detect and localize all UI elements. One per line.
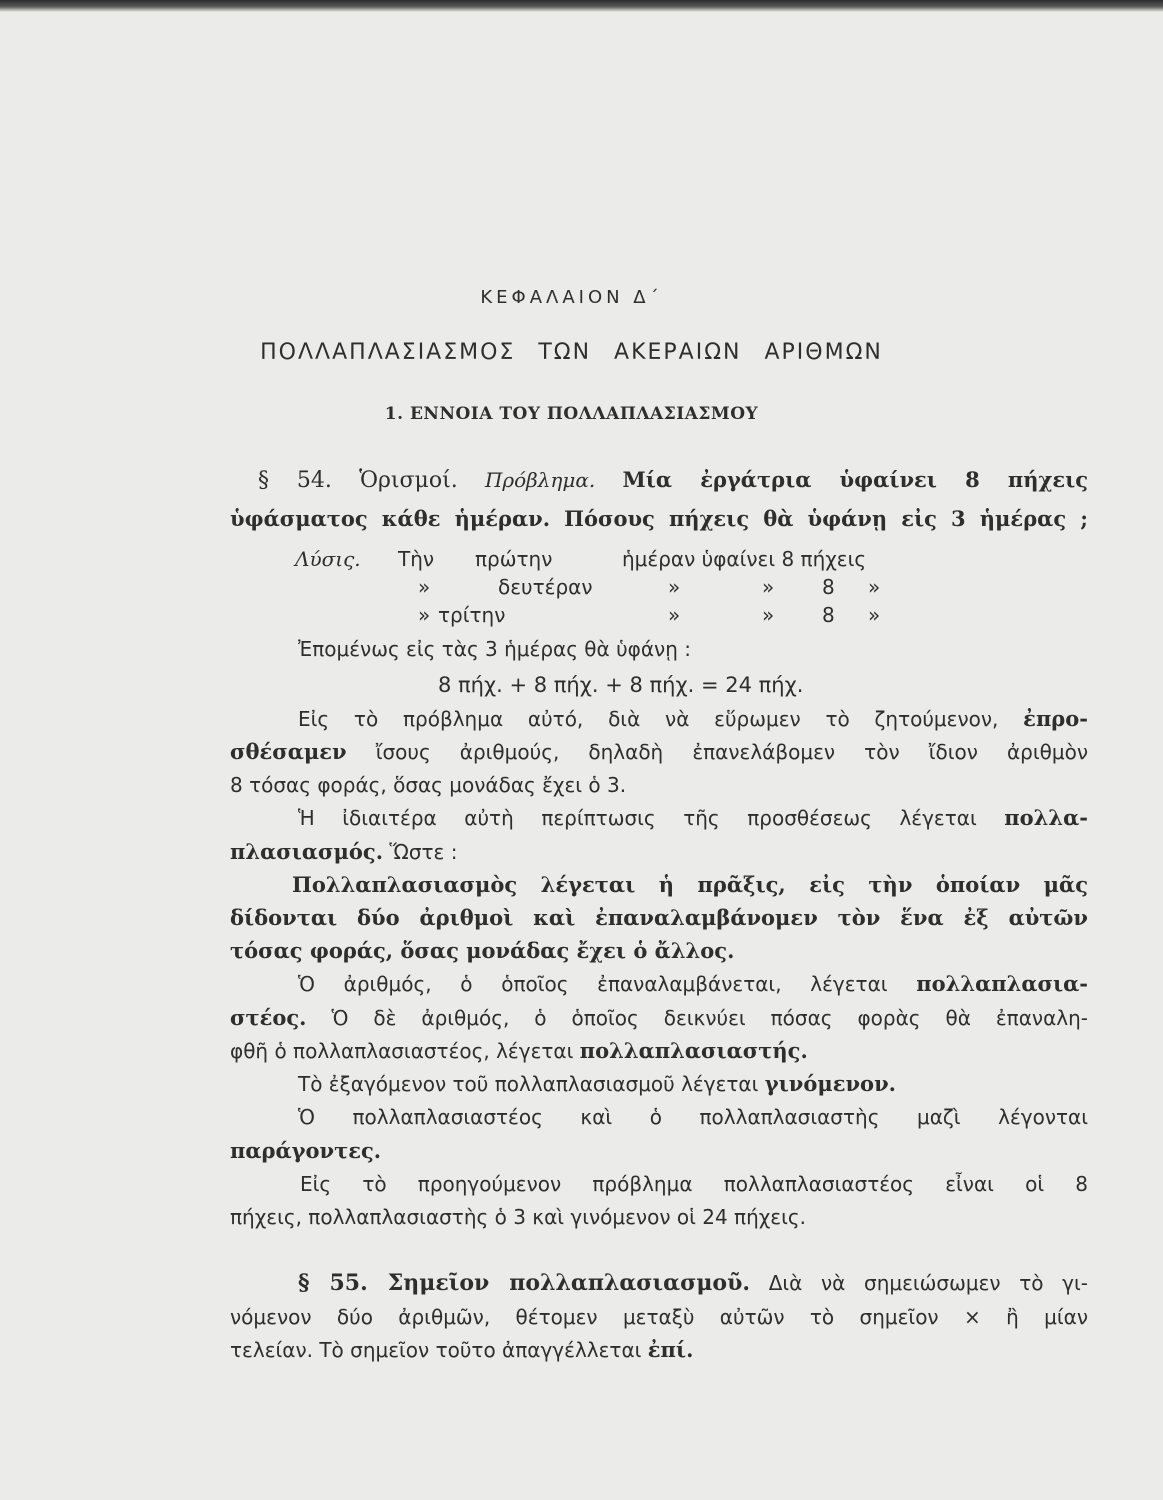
scan-top-edge	[0, 0, 1163, 12]
definition-line-3: τόσας φοράς, ὅσας μονάδας ἔχει ὁ ἄλλος.	[230, 938, 735, 963]
chapter-title: ΠΟΛΛΑΠΛΑΣΙΑΣΜΟΣ ΤΩΝ ΑΚΕΡΑΙΩΝ ΑΡΙΘΜΩΝ	[260, 340, 883, 365]
solution-r2-c1: »	[418, 575, 431, 599]
p3-bold-1: πολλαπλασια-	[916, 971, 1089, 996]
p2-line-1	[298, 804, 1088, 832]
definition-line-1: Πολλαπλασιασμὸς λέγεται ἡ πρᾶξις, εἰς τὴν ὁποίαν μᾶς	[292, 872, 1088, 897]
p1-bold-2: σθέσαμεν	[230, 739, 347, 764]
solution-r3-c1: »	[418, 603, 431, 627]
solution-r2-c5: 8	[822, 575, 835, 599]
p1-text-2: ἴσους ἀριθμούς, δηλαδὴ ἐπανελάβομεν τὸν ἴδιον ἀριθμὸν	[375, 740, 1088, 764]
s55-heading: § 55. Σημεῖον πολλαπλασιασμοῦ.	[298, 1270, 751, 1296]
solution-r2-c2: δευτέραν	[498, 575, 593, 599]
equation-line: 8 πήχ. + 8 πήχ. + 8 πήχ. = 24 πήχ.	[438, 673, 804, 697]
p2-bold-1: πολλα-	[1004, 805, 1088, 830]
solution-r1-c1: Τὴν	[398, 547, 435, 571]
s55-line-1	[298, 1269, 1088, 1297]
section-heading: 1. ΕΝΝΟΙΑ ΤΟΥ ΠΟΛΛΑΠΛΑΣΙΑΣΜΟΥ	[384, 404, 759, 424]
p3-line-3	[230, 1037, 808, 1065]
p5-line-2: παράγοντες.	[230, 1138, 382, 1163]
show-through-texture	[250, 165, 970, 195]
solution-r3-c5: 8	[822, 603, 835, 627]
solution-r1-c3: ἡμέραν ὑφαίνει 8 πήχεις	[622, 547, 867, 571]
p3-line-2	[230, 1004, 1088, 1032]
p4-text: Τὸ ἐξαγόμενον τοῦ πολλαπλασιασμοῦ λέγεται	[298, 1072, 759, 1096]
chapter-heading: ΚΕΦΑΛΑΙΟΝ Δ΄	[480, 287, 663, 308]
s54-title: Ὁρισμοί.	[359, 468, 458, 493]
solution-r2-c3: »	[668, 575, 681, 599]
solution-r3-c3: »	[668, 603, 681, 627]
p1-bold-1: ἐπρο-	[1023, 706, 1088, 731]
s55-text-3: τελείαν. Τὸ σημεῖον τοῦτο ἀπαγγέλλεται	[230, 1338, 642, 1362]
s54-line-1	[258, 466, 1088, 495]
solution-r3-c2: τρίτην	[438, 603, 506, 627]
p1-line-3: 8 τόσας φοράς, ὅσας μονάδας ἔχει ὁ 3.	[230, 773, 627, 797]
solution-r3-c6: »	[868, 603, 881, 627]
s55-bold-3: ἐπί.	[647, 1337, 694, 1362]
p1-line-1	[298, 705, 1088, 733]
definition-line-2: δίδονται δύο ἀριθμοὶ καὶ ἐπαναλαμβάνομεν τὸν ἕνα ἐξ αὐτῶν	[230, 905, 1088, 930]
s55-line-3	[230, 1336, 693, 1364]
solution-r3-c4: »	[762, 603, 775, 627]
p3-text-1: Ὁ ἀριθμός, ὁ ὁποῖος ἐπαναλαμβάνεται, λέγεται	[298, 972, 888, 996]
p2-text-2: Ὥστε :	[389, 840, 458, 864]
p3-bold-2: στέος.	[230, 1005, 307, 1030]
solution-r2-c4: »	[762, 575, 775, 599]
solution-r1-c2: πρώτην	[475, 547, 553, 571]
p2-text-1: Ἡ ἰδιαιτέρα αὐτὴ περίπτωσις τῆς προσθέσεως λέγεται	[298, 806, 977, 830]
p4-bold: γινόμενον.	[764, 1071, 896, 1096]
s54-line-2: ὑφάσματος κάθε ἡμέραν. Πόσους πήχεις θὰ ὑφάνῃ εἰς 3 ἡμέρας ;	[230, 506, 1088, 531]
p3-text-2: Ὁ δὲ ἀριθμός, ὁ ὁποῖος δεικνύει πόσας φορὰς θὰ ἐπαναλη-	[331, 1006, 1088, 1030]
p6-line-1: Εἰς τὸ προηγούμενον πρόβλημα πολλαπλασιαστέος εἶναι οἱ 8	[300, 1172, 1088, 1196]
solution-label: Λύσις.	[295, 547, 361, 571]
p2-line-2	[230, 838, 457, 866]
solution-r2-c6: »	[868, 575, 881, 599]
p4-line	[298, 1070, 896, 1098]
therefore-line: Ἐπομένως εἰς τὰς 3 ἡμέρας θὰ ὑφάνῃ :	[298, 637, 691, 661]
p6-line-2: πήχεις, πολλαπλασιαστὴς ὁ 3 καὶ γινόμενον οἱ 24 πήχεις.	[230, 1205, 806, 1229]
p1-line-2	[230, 738, 1088, 766]
p3-bold-3: πολλαπλασιαστής.	[579, 1038, 808, 1063]
problem-text-1: Μία ἐργάτρια ὑφαίνει 8 πήχεις	[622, 467, 1089, 492]
problem-label: Πρόβλημα.	[484, 468, 596, 492]
p2-bold-2: πλασιασμός.	[230, 839, 384, 864]
s54-number: § 54.	[258, 468, 332, 493]
p3-line-1	[298, 970, 1088, 998]
s55-line-2: νόμενον δύο ἀριθμῶν, θέτομεν μεταξὺ αὐτῶν τὸ σημεῖον × ἢ μίαν	[230, 1305, 1088, 1329]
s55-text-1: Διὰ νὰ σημειώσωμεν τὸ γι-	[768, 1271, 1088, 1295]
p3-text-3: φθῆ ὁ πολλαπλασιαστέος, λέγεται	[230, 1039, 574, 1063]
p1-text-1: Εἰς τὸ πρόβλημα αὐτό, διὰ νὰ εὕρωμεν τὸ ζητούμενον,	[298, 707, 999, 731]
p5-line-1: Ὁ πολλαπλασιαστέος καὶ ὁ πολλαπλασιαστὴς μαζὶ λέγονται	[298, 1105, 1088, 1129]
